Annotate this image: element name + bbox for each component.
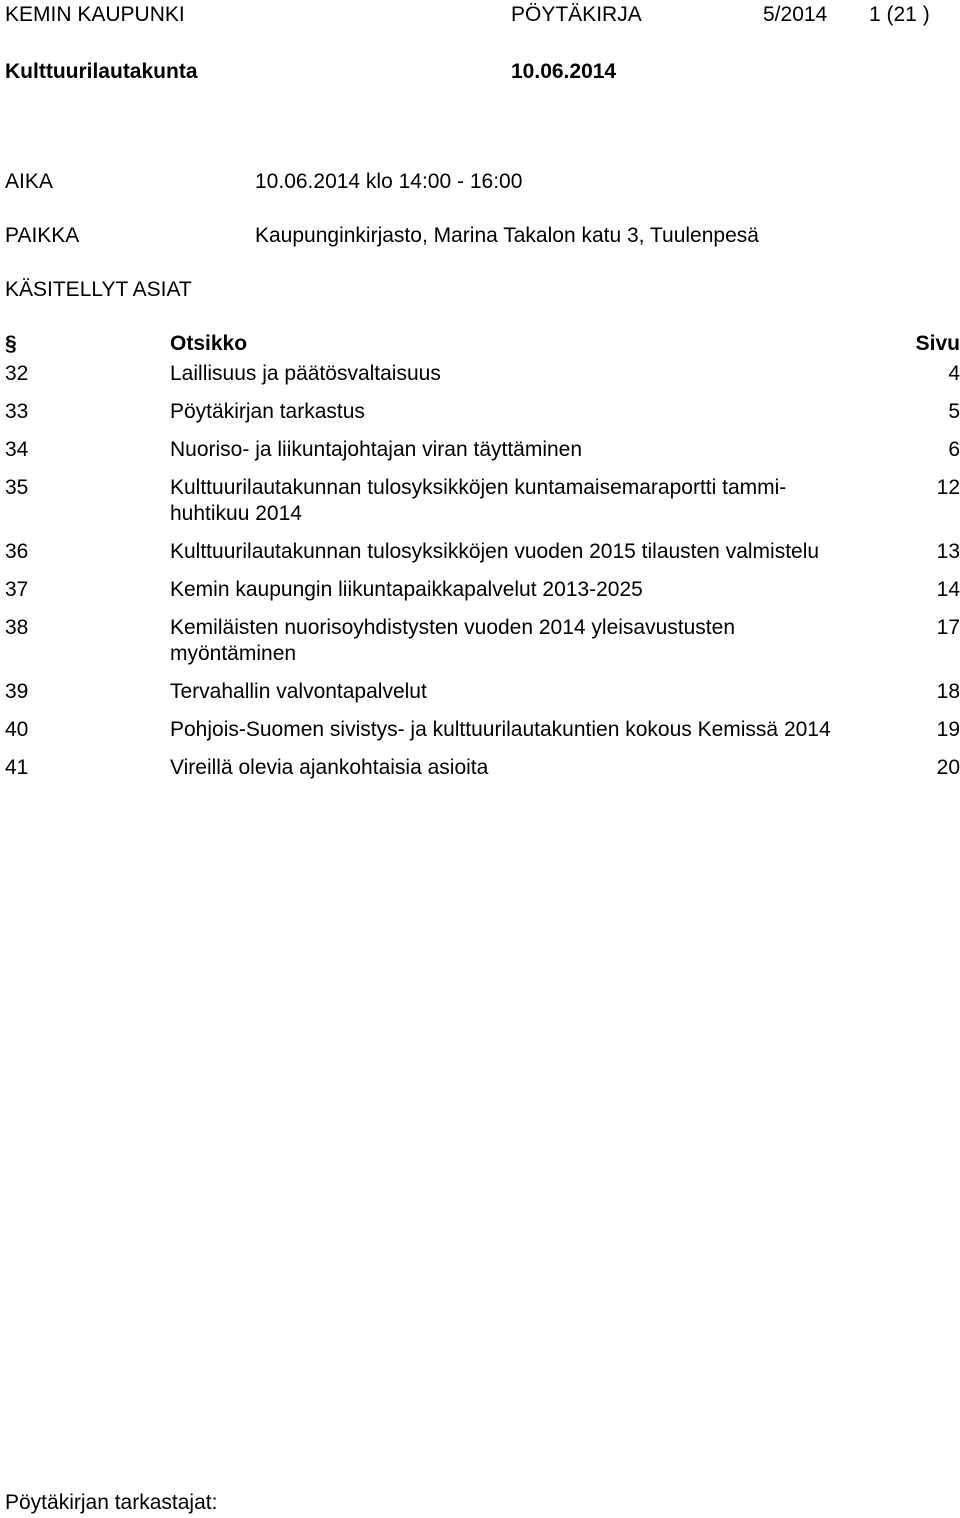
agenda-item-page: 13 <box>936 540 960 563</box>
agenda-item-number: 35 <box>5 476 29 499</box>
agenda-header-row <box>5 331 960 358</box>
agenda-item <box>5 399 960 425</box>
section-sign-icon: § <box>5 332 17 355</box>
agenda-item-number: 37 <box>5 578 29 601</box>
agenda-item-title: Kulttuurilautakunnan tulosyksikköjen kuntamaisemaraportti tammi-huhtikuu 2014 <box>170 476 787 525</box>
agenda-item-number: 33 <box>5 400 29 423</box>
agenda-item-page: 5 <box>948 400 960 423</box>
agenda-item-page: 14 <box>936 578 960 601</box>
place-label: PAIKKA <box>5 224 80 247</box>
agenda-item-page: 18 <box>936 680 960 703</box>
agenda-item <box>5 437 960 463</box>
agenda-item-title: Nuoriso- ja liikuntajohtajan viran täyttäminen <box>170 438 583 461</box>
agenda-item <box>5 717 960 743</box>
agenda-item-number: 39 <box>5 680 29 703</box>
page-indicator: 1 (21 ) <box>869 3 930 26</box>
agenda-item-page: 12 <box>936 476 960 499</box>
agenda-item-number: 41 <box>5 756 29 779</box>
agenda-item <box>5 475 960 527</box>
agenda-item-page: 20 <box>936 756 960 779</box>
agenda-item <box>5 755 960 781</box>
agenda-item-title: Pöytäkirjan tarkastus <box>170 400 365 423</box>
agenda-item-title: Tervahallin valvontapalvelut <box>170 680 427 703</box>
agenda-item <box>5 361 960 387</box>
agenda-item <box>5 577 960 603</box>
section-title: KÄSITELLYT ASIAT <box>5 278 192 301</box>
agenda-item-title: Kemiläisten nuorisoyhdistysten vuoden 2014 yleisavustusten myöntäminen <box>170 616 736 665</box>
meeting-date: 10.06.2014 <box>511 60 617 83</box>
agenda-table <box>5 331 960 793</box>
agenda-rows <box>5 361 960 781</box>
agenda-item-page: 6 <box>948 438 960 461</box>
committee-name: Kulttuurilautakunta <box>5 60 198 83</box>
agenda-item-page: 19 <box>936 718 960 741</box>
column-header-page: Sivu <box>915 332 960 355</box>
organization-name: KEMIN KAUPUNKI <box>5 3 185 26</box>
agenda-item-page: 17 <box>936 616 960 639</box>
place-value: Kaupunginkirjasto, Marina Takalon katu 3, Tuulenpesä <box>255 224 759 247</box>
document-type: PÖYTÄKIRJA <box>511 3 642 26</box>
agenda-item-title: Pohjois-Suomen sivistys- ja kulttuurilautakuntien kokous Kemissä 2014 <box>170 718 831 741</box>
agenda-item-number: 36 <box>5 540 29 563</box>
minutes-checkers-label: Pöytäkirjan tarkastajat: <box>5 1491 218 1514</box>
column-header-title: Otsikko <box>170 332 248 355</box>
agenda-item-title: Vireillä olevia ajankohtaisia asioita <box>170 756 489 779</box>
agenda-item-number: 38 <box>5 616 29 639</box>
agenda-item-title: Kemin kaupungin liikuntapaikkapalvelut 2013-2025 <box>170 578 643 601</box>
agenda-item-number: 32 <box>5 362 29 385</box>
agenda-item <box>5 615 960 667</box>
agenda-item <box>5 539 960 565</box>
agenda-item-page: 4 <box>948 362 960 385</box>
agenda-item-title: Kulttuurilautakunnan tulosyksikköjen vuoden 2015 tilausten valmistelu <box>170 540 820 563</box>
time-value: 10.06.2014 klo 14:00 - 16:00 <box>255 170 523 193</box>
agenda-item <box>5 679 960 705</box>
agenda-item-number: 40 <box>5 718 29 741</box>
document-number: 5/2014 <box>763 3 828 26</box>
time-label: AIKA <box>5 170 53 193</box>
agenda-item-number: 34 <box>5 438 29 461</box>
agenda-item-title: Laillisuus ja päätösvaltaisuus <box>170 362 441 385</box>
